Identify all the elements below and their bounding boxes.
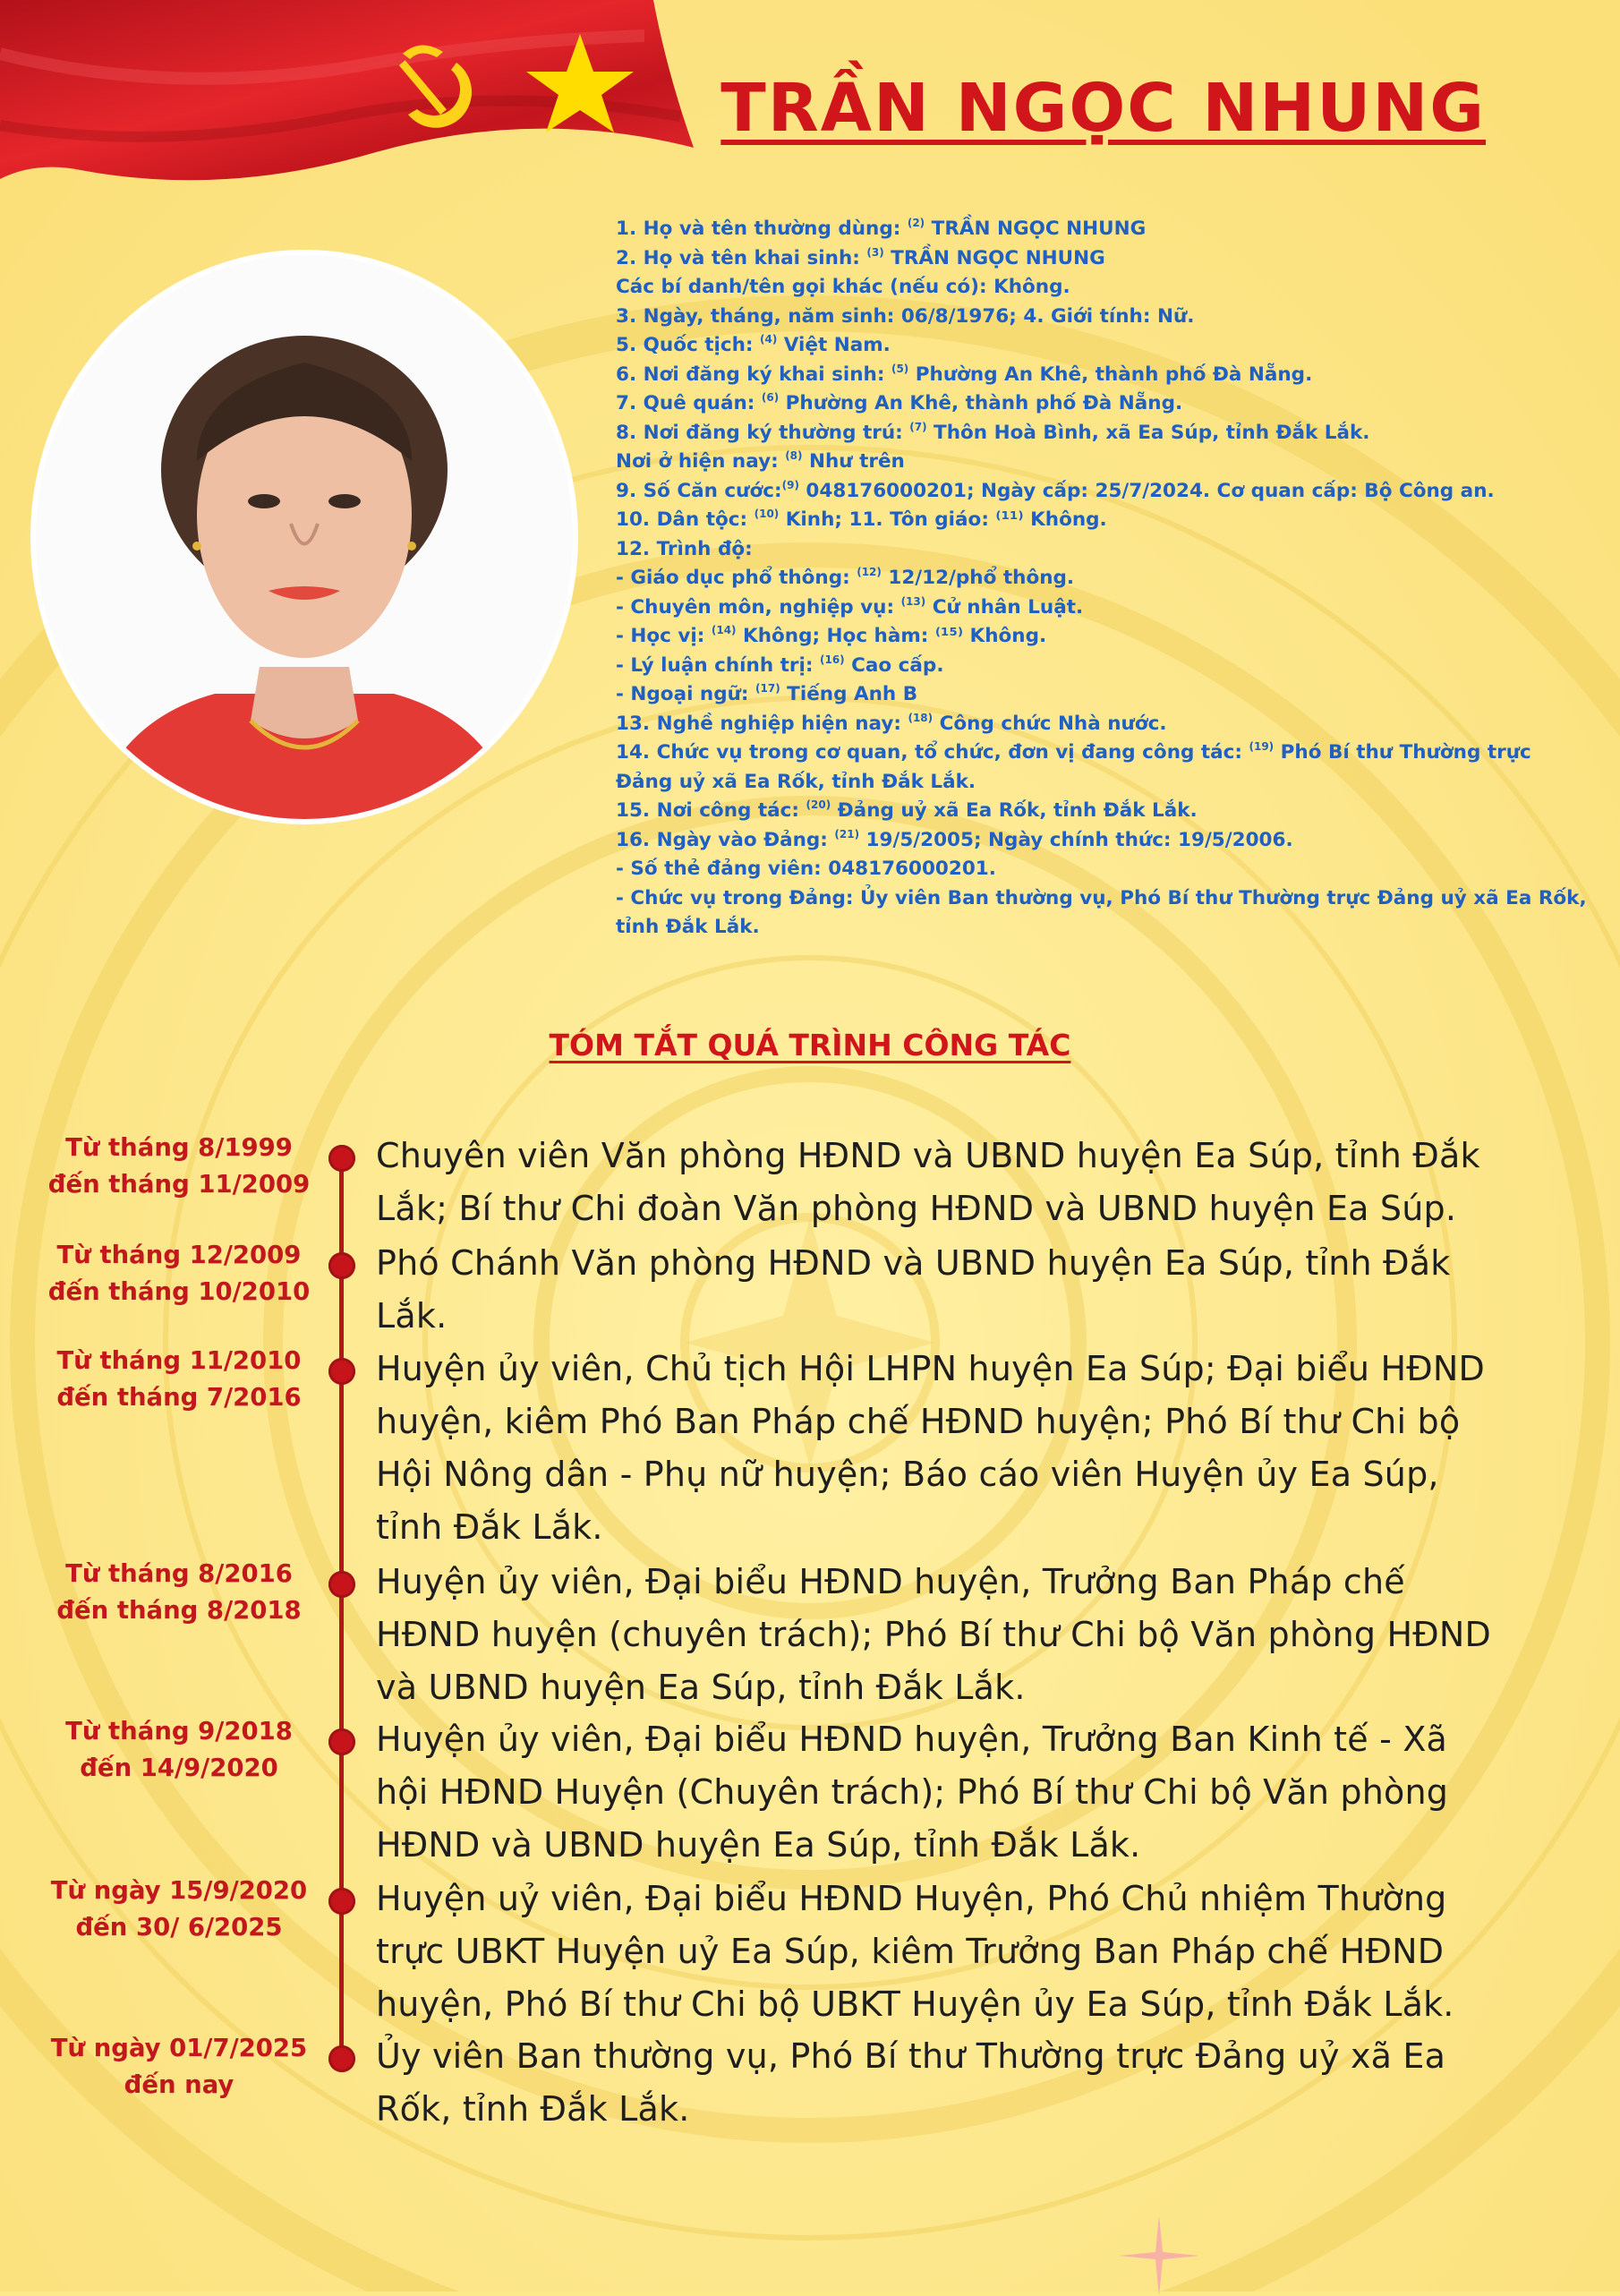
- career-description-line: Huyện uỷ viên, Đại biểu HĐND Huyện, Phó Chủ nhiệm Thường: [376, 1879, 1447, 1918]
- career-date-line: Từ tháng 11/2010: [56, 1346, 302, 1375]
- info-line-value: Không; Học hàm: ⁽¹⁵⁾ Không.: [736, 625, 1047, 647]
- career-description-line: Lắk; Bí thư Chi đoàn Văn phòng HĐND và UBND huyện Ea Súp.: [376, 1189, 1457, 1228]
- info-line-value: Việt Nam.: [777, 334, 891, 356]
- info-line: [616, 215, 1565, 244]
- career-description-line: Ủy viên Ban thường vụ, Phó Bí thư Thường trực Đảng uỷ xã Ea: [376, 2036, 1446, 2076]
- info-line-value: 12/12/phổ thông.: [881, 567, 1075, 589]
- info-footnote-ref: (5): [891, 362, 909, 375]
- info-line-text: 3. Ngày, tháng, năm sinh: 06/8/1976; 4. Giới tính: Nữ.: [616, 304, 1195, 328]
- info-line-text: - Lý luận chính trị:: [616, 653, 820, 677]
- info-line-value: Cao cấp.: [844, 653, 944, 677]
- career-date-line: đến nay: [124, 2070, 234, 2099]
- info-line-text: 5. Quốc tịch:: [616, 334, 760, 356]
- info-line-text: - Chức vụ trong Đảng: Ủy viên Ban thường vụ, Phó Bí thư Thường trực Đảng uỷ xã Ea Rốk,: [616, 886, 1587, 909]
- career-description-line: HĐND và UBND huyện Ea Súp, tỉnh Đắk Lắk.: [376, 1825, 1141, 1865]
- info-line-text: Đảng uỷ xã Ea Rốk, tỉnh Đắk Lắk.: [616, 770, 976, 793]
- career-date-line: đến 14/9/2020: [80, 1754, 278, 1782]
- career-date-line: Từ tháng 8/2016: [65, 1559, 293, 1588]
- career-entry-date: [27, 1873, 331, 1946]
- portrait-photo: [36, 255, 573, 819]
- info-line-text: 14. Chức vụ trong cơ quan, tổ chức, đơn vị đang công tác:: [616, 741, 1249, 764]
- info-footnote-ref: (6): [761, 391, 780, 404]
- info-line-value: 19/5/2005; Ngày chính thức: 19/5/2006.: [859, 828, 1293, 851]
- info-footnote-ref: (10): [754, 508, 780, 520]
- info-line: [616, 652, 1565, 681]
- info-line-text: 2. Họ và tên khai sinh:: [616, 246, 867, 269]
- info-line: [616, 535, 1565, 565]
- info-line-value: Phường An Khê, thành phố Đà Nẵng.: [779, 392, 1183, 414]
- career-description-line: Huyện ủy viên, Đại biểu HĐND huyện, Trưởng Ban Pháp chế: [376, 1562, 1405, 1601]
- timeline-dot: [328, 1571, 355, 1598]
- sparkle-icon: [1119, 2215, 1199, 2296]
- career-description-line: HĐND huyện (chuyên trách); Phó Bí thư Chi bộ Văn phòng HĐND: [376, 1615, 1491, 1654]
- timeline-dot: [328, 1888, 355, 1915]
- career-entry-date: [27, 1237, 331, 1310]
- career-description-line: Huyện ủy viên, Đại biểu HĐND huyện, Trưởng Ban Kinh tế - Xã: [376, 1720, 1448, 1759]
- info-line-text: Các bí danh/tên gọi khác (nếu có): Không.: [616, 276, 1070, 298]
- career-entry-date: [27, 1343, 331, 1416]
- timeline-dot: [328, 1145, 355, 1172]
- info-line: [616, 448, 1565, 477]
- career-entry-description: [376, 1130, 1584, 1235]
- info-line-text: 13. Nghề nghiệp hiện nay:: [616, 712, 908, 735]
- career-date-line: Từ tháng 12/2009: [56, 1241, 302, 1269]
- career-date-line: đến 30/ 6/2025: [75, 1913, 283, 1942]
- career-description-line: hội HĐND Huyện (Chuyên trách); Phó Bí thư Chi bộ Văn phòng: [376, 1772, 1449, 1812]
- info-line: [616, 680, 1565, 710]
- career-entry-description: [376, 1343, 1584, 1554]
- career-date-line: đến tháng 11/2009: [47, 1170, 311, 1199]
- info-line-value: Tiếng Anh B: [780, 683, 918, 705]
- info-footnote-ref: (13): [900, 594, 926, 608]
- info-line: [616, 273, 1565, 303]
- info-footnote-ref: (4): [759, 333, 778, 346]
- career-description-line: trực UBKT Huyện uỷ Ea Súp, kiêm Trưởng Ban Pháp chế HĐND: [376, 1932, 1445, 1971]
- timeline-dot: [328, 2045, 355, 2072]
- info-line-text: - Học vị:: [616, 625, 712, 647]
- career-date-line: đến tháng 7/2016: [56, 1383, 302, 1412]
- info-line: [616, 477, 1565, 507]
- info-footnote-ref: (7): [909, 420, 927, 433]
- personal-info-list: [616, 215, 1587, 943]
- info-line-text: - Ngoại ngữ:: [616, 683, 756, 705]
- info-line: [616, 564, 1565, 593]
- info-footnote-ref: (16): [819, 653, 845, 666]
- career-description-line: Lắk.: [376, 1296, 448, 1336]
- info-line-value: 048176000201; Ngày cấp: 25/7/2024. Cơ quan cấp: Bộ Công an.: [798, 479, 1495, 502]
- career-description-line: và UBND huyện Ea Súp, tỉnh Đắk Lắk.: [376, 1668, 1026, 1707]
- info-line: [616, 768, 1565, 798]
- info-line-text: 15. Nơi công tác:: [616, 799, 806, 822]
- info-footnote-ref: (21): [834, 827, 860, 841]
- timeline-dot: [328, 1728, 355, 1755]
- career-entry-description: [376, 1237, 1584, 1343]
- career-date-line: Từ tháng 8/1999: [65, 1133, 293, 1162]
- career-description-line: huyện, Phó Bí thư Chi bộ UBKT Huyện ủy Ea Súp, tỉnh Đắk Lắk.: [376, 1984, 1454, 2024]
- info-footnote-ref: (19): [1249, 740, 1275, 753]
- career-entry-date: [27, 1130, 331, 1203]
- info-line: [616, 361, 1565, 390]
- info-line-value: Phó Bí thư Thường trực: [1274, 741, 1531, 764]
- career-entry-description: [376, 2030, 1584, 2136]
- career-description-line: tỉnh Đắk Lắk.: [376, 1507, 603, 1547]
- info-line: [616, 913, 1565, 943]
- info-footnote-ref: (2): [907, 217, 925, 229]
- info-line: [616, 244, 1565, 274]
- info-line-text: - Số thẻ đảng viên: 048176000201.: [616, 858, 996, 880]
- info-line: [616, 884, 1587, 914]
- info-line-value: TRẦN NGỌC NHUNG: [883, 246, 1105, 269]
- timeline-line: [339, 1157, 344, 2070]
- career-date-line: Từ tháng 9/2018: [65, 1717, 293, 1745]
- info-line-value: TRẦN NGỌC NHUNG: [925, 218, 1147, 240]
- career-description-line: Hội Nông dân - Phụ nữ huyện; Báo cáo viên Huyện ủy Ea Súp,: [376, 1455, 1439, 1494]
- person-name-title: TRẦN NGỌC NHUNG: [720, 70, 1486, 147]
- career-date-line: Từ ngày 01/7/2025: [50, 2034, 308, 2062]
- info-line-text: Nơi ở hiện nay:: [616, 450, 786, 473]
- info-line: [616, 506, 1565, 535]
- info-line-value: Cử nhân Luật.: [925, 595, 1084, 619]
- info-line-value: Như trên: [802, 450, 905, 473]
- career-description-line: Huyện ủy viên, Chủ tịch Hội LHPN huyện Ea Súp; Đại biểu HĐND: [376, 1349, 1486, 1388]
- career-section-title: TÓM TẮT QUÁ TRÌNH CÔNG TÁC: [549, 1028, 1071, 1063]
- info-footnote-ref: (20): [806, 798, 831, 811]
- info-line: [616, 710, 1565, 739]
- timeline-dot: [328, 1358, 355, 1385]
- info-line-value: Công chức Nhà nước.: [933, 712, 1167, 735]
- career-entry-date: [27, 1713, 331, 1787]
- info-line: [616, 797, 1565, 826]
- info-line-text: 7. Quê quán:: [616, 392, 762, 414]
- info-line-text: tỉnh Đắk Lắk.: [616, 916, 760, 938]
- info-line-value: Đảng uỷ xã Ea Rốk, tỉnh Đắk Lắk.: [831, 799, 1198, 822]
- info-line: [616, 389, 1565, 419]
- info-line: [616, 826, 1565, 856]
- career-description-line: huyện, kiêm Phó Ban Pháp chế HĐND huyện; Phó Bí thư Chi bộ: [376, 1402, 1461, 1441]
- career-entry-description: [376, 1713, 1584, 1872]
- info-line: [616, 738, 1565, 768]
- career-description-line: Chuyên viên Văn phòng HĐND và UBND huyện Ea Súp, tỉnh Đắk: [376, 1136, 1480, 1175]
- info-line-text: - Giáo dục phổ thông:: [616, 567, 857, 589]
- info-line: [616, 419, 1565, 448]
- info-line-value: Kinh; 11. Tôn giáo: ⁽¹¹⁾ Không.: [779, 508, 1107, 531]
- info-footnote-ref: (14): [711, 624, 737, 636]
- info-line-text: 1. Họ và tên thường dùng:: [616, 218, 908, 240]
- info-footnote-ref: (3): [866, 245, 884, 259]
- career-date-line: đến tháng 8/2018: [56, 1596, 302, 1625]
- info-footnote-ref: (12): [857, 566, 882, 578]
- info-line-text: 6. Nơi đăng ký khai sinh:: [616, 363, 891, 386]
- career-entry-description: [376, 1873, 1584, 2031]
- info-line: [616, 622, 1565, 652]
- info-line-text: 10. Dân tộc:: [616, 508, 755, 531]
- career-description-line: Rốk, tỉnh Đắk Lắk.: [376, 2089, 690, 2129]
- info-line-text: 9. Số Căn cước:: [616, 479, 782, 502]
- career-entry-date: [27, 2030, 331, 2104]
- timeline-dot: [328, 1252, 355, 1279]
- info-line-value: Phường An Khê, thành phố Đà Nẵng.: [908, 363, 1313, 386]
- career-date-line: Từ ngày 15/9/2020: [50, 1876, 308, 1905]
- info-line-text: - Chuyên môn, nghiệp vụ:: [616, 595, 901, 619]
- info-line: [616, 303, 1565, 332]
- career-entry-date: [27, 1556, 331, 1629]
- info-footnote-ref: (17): [755, 682, 780, 695]
- info-line: [616, 593, 1565, 623]
- info-line: [616, 855, 1565, 884]
- info-footnote-ref: (8): [785, 449, 803, 462]
- info-line-text: 16. Ngày vào Đảng:: [616, 828, 835, 851]
- info-line: [616, 331, 1565, 361]
- career-description-line: Phó Chánh Văn phòng HĐND và UBND huyện Ea Súp, tỉnh Đắk: [376, 1243, 1451, 1283]
- info-footnote-ref: (18): [908, 711, 934, 724]
- info-line-value: Thôn Hoà Bình, xã Ea Súp, tỉnh Đắk Lắk.: [926, 421, 1370, 444]
- info-footnote-ref: (9): [781, 478, 799, 491]
- info-line-text: 8. Nơi đăng ký thường trú:: [616, 421, 910, 444]
- info-line-text: 12. Trình độ:: [616, 537, 753, 560]
- career-entry-description: [376, 1556, 1584, 1714]
- career-date-line: đến tháng 10/2010: [47, 1277, 311, 1306]
